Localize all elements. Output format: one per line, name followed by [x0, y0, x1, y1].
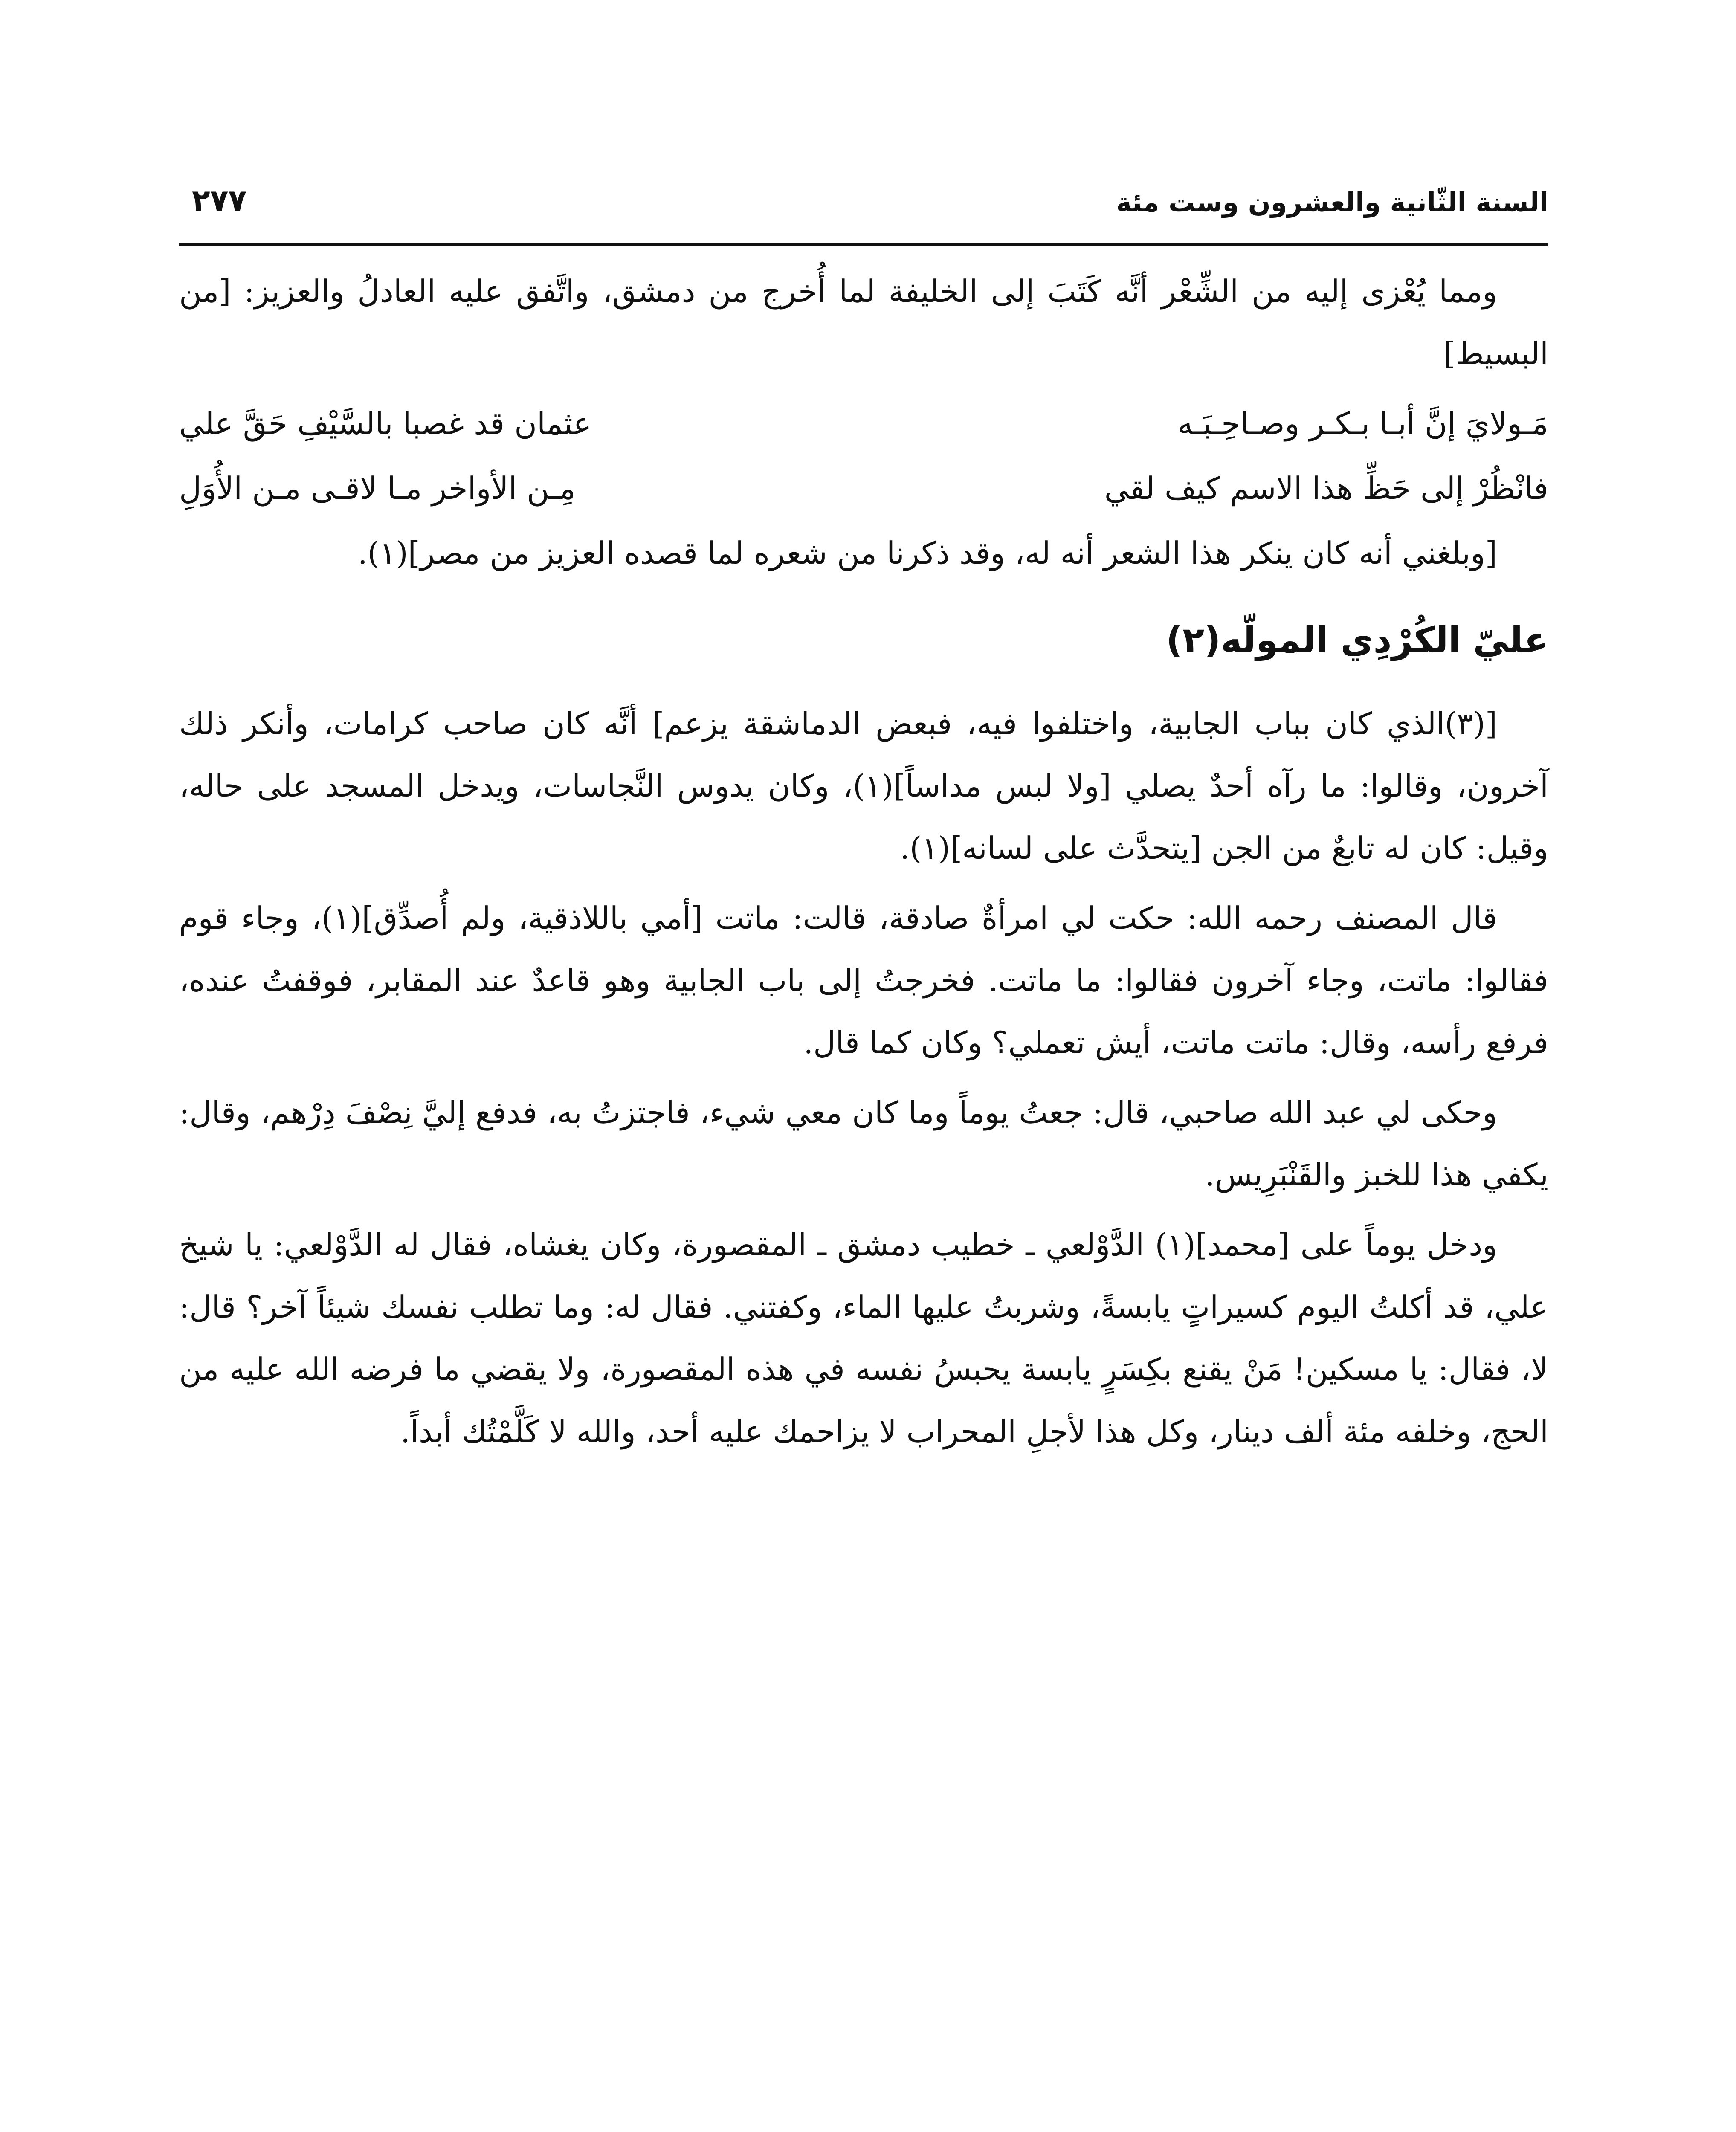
verse-1-first-hemistich: مَـولايَ إنَّ أبـا بـكـر وصـاحِـبَـه	[1177, 406, 1548, 441]
verse-1-second-hemistich: عثمان قد غصبا بالسَّيْفِ حَقَّ علي	[179, 406, 592, 441]
book-page	[179, 0, 1548, 2132]
verse-2-first-hemistich: فانْظُرْ إلى حَظِّ هذا الاسم كيف لقي	[1104, 470, 1548, 506]
header-divider	[179, 243, 1548, 246]
paragraph-biography: [(٣)الذي كان بباب الجابية، واختلفوا فيه، فبعض الدماشقة يزعم] أنَّه كان صاحب كرامات، وأنكر ذلك آخرون، وقالوا: ما رآه أحدٌ يصلي [ولا لبس مداساً](١)، وكان يدوس النَّجاسات، ويدخل المسجد على حاله، وقيل: كان له تابعٌ من الجن [يتحدَّث على لسانه](١).	[179, 706, 1548, 866]
paragraph-anecdote-2: وحكى لي عبد الله صاحبي، قال: جعتُ يوماً وما كان معي شيء، فاجتزتُ به، فدفع إليَّ نِصْفَ دِرْهم، وقال: يكفي هذا للخبز والقَنْبَرِيس.	[179, 1095, 1548, 1193]
page-number: ٢٧٧	[192, 183, 247, 218]
section-heading: عليّ الكُرْدِي المولّه(٢)	[1166, 619, 1548, 661]
paragraph-anecdote-1: قال المصنف رحمه الله: حكت لي امرأةٌ صادقة، قالت: ماتت [أمي باللاذقية، ولم أُصدِّق](١)، وجاء قوم فقالوا: ماتت، وجاء آخرون فقالوا: ما ماتت. فخرجتُ إلى باب الجابية وهو قاعدٌ عند المقابر، فوقفتُ عنده، فرفع رأسه، وقال: ماتت ماتت، أيش تعملي؟ وكان كما قال.	[179, 900, 1548, 1060]
paragraph-anecdote-3: ودخل يوماً على [محمد](١) الدَّوْلعي ـ خطيب دمشق ـ المقصورة، وكان يغشاه، فقال له الدَّوْلعي: يا شيخ علي، قد أكلتُ اليوم كسيراتٍ يابسةً، وشربتُ عليها الماء، وكفتني. فقال له: وما تطلب نفسك شيئاً آخر؟ قال: لا، فقال: يا مسكين! مَنْ يقنع بكِسَرٍ يابسة يحبسُ نفسه في هذه المقصورة، ولا يقضي ما فرضه الله عليه من الحج، وخلفه مئة ألف دينار، وكل هذا لأجلِ المحراب لا يزاحمك عليه أحد، والله لا كَلَّمْتُك أبداً.	[179, 1227, 1548, 1449]
main-text	[179, 260, 1548, 1470]
verse-line-2	[179, 457, 1548, 519]
paragraph-poetry-note: [وبلغني أنه كان ينكر هذا الشعر أنه له، وقد ذكرنا من شعره لما قصده العزيز من مصر](١).	[357, 535, 1497, 571]
verse-2-second-hemistich: مِـن الأواخر مـا لاقـى مـن الأُوَلِ	[179, 470, 576, 506]
paragraph-poetry-intro: ومما يُعْزى إليه من الشِّعْر أنَّه كَتَبَ إلى الخليفة لما أُخرج من دمشق، واتَّفق عليه العادلُ والعزيز: [من البسيط]	[179, 273, 1548, 371]
running-header-title: السنة الثّانية والعشرون وست مئة	[1116, 187, 1548, 218]
running-header	[179, 171, 1548, 235]
verse-line-1	[179, 392, 1548, 455]
